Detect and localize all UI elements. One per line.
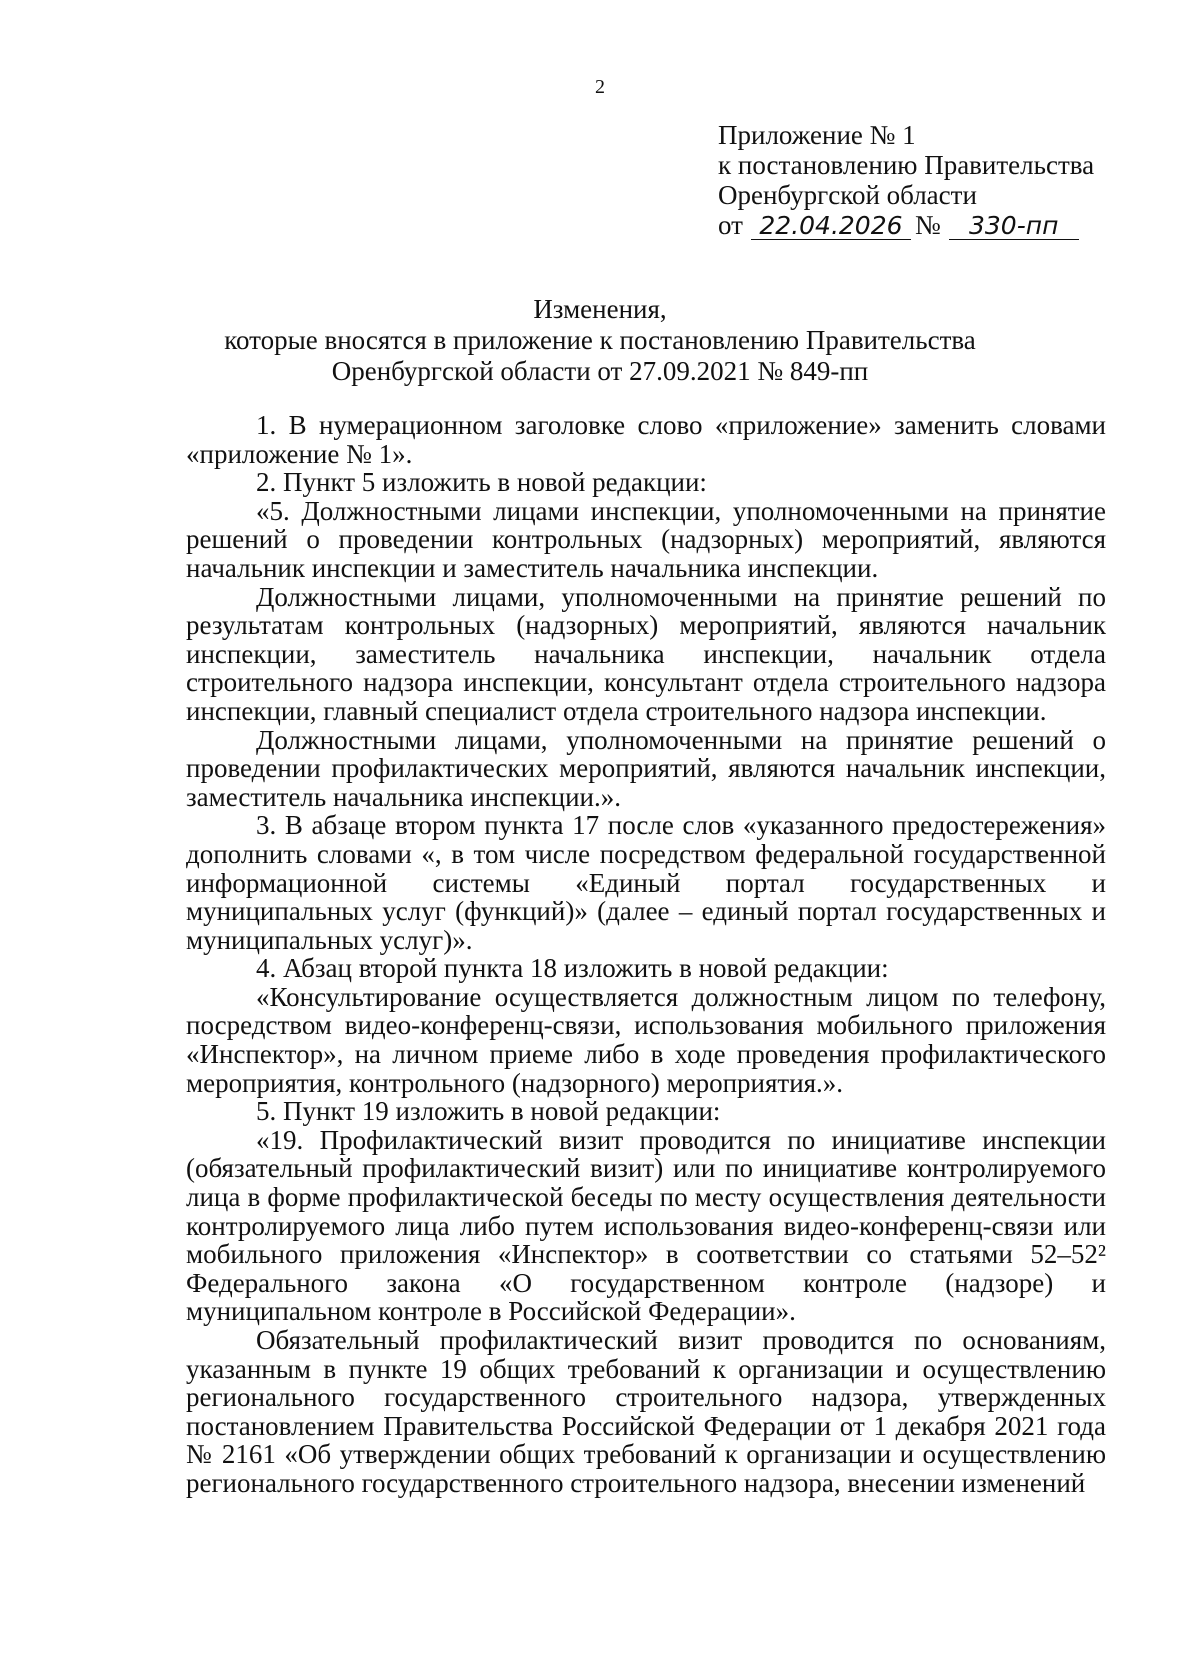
paragraph-11: Обязательный профилактический визит проводится по основаниям, указанным в пункте 19 общих требований к организации и осуществлению регионального государственного строительного надзора, утвержденных постановлением Правительства Российской Федерации от 1 декабря 2021 года № 2161 «Об утверждении общих требований к организации и осуществлению регионального государственного строительного надзора, внесении изменений	[186, 1325, 1106, 1498]
paragraph-3: «5. Должностными лицами инспекции, уполномоченными на принятие решений о проведении контрольных (надзорных) мероприятий, являются начальник инспекции и заместитель начальника инспекции.	[186, 495, 1106, 583]
title-line-3: Оренбургской области от 27.09.2021 № 849-пп	[331, 356, 869, 386]
paragraph-2: 2. Пункт 5 изложить в новой редакции:	[256, 467, 707, 498]
date-prefix: от	[718, 210, 743, 240]
title-line-1: Изменения,	[533, 294, 667, 324]
paragraph-8: «Консультирование осуществляется должностным лицом по телефону, посредством видео-конференц-связи, использования мобильного приложения «Инспектор», на личном приеме либо в ходе проведения профилактического мероприятия, контрольного (надзорного) мероприятия.».	[186, 981, 1106, 1098]
page-number: 2	[595, 76, 605, 98]
number-field: 330-пп	[949, 213, 1079, 240]
appendix-line-3: Оренбургской области	[718, 180, 977, 210]
paragraph-1: 1. В нумерационном заголовке слово «приложение» заменить словами «приложение № 1».	[186, 410, 1106, 469]
title-line-2: которые вносятся в приложение к постановлению Правительства	[224, 325, 976, 355]
paragraph-4: Должностными лицами, уполномоченными на принятие решений по результатам контрольных (надзорных) мероприятий, являются начальник инспекции, заместитель начальника инспекции, начальник отдела строительного надзора инспекции, консультант отдела строительного надзора инспекции, главный специалист отдела строительного надзора инспекции.	[186, 581, 1106, 726]
document-body	[186, 411, 1106, 1498]
number-prefix: №	[914, 210, 941, 240]
appendix-header	[718, 120, 1158, 240]
appendix-line-1: Приложение № 1	[718, 120, 916, 150]
paragraph-6: 3. В абзаце втором пункта 17 после слов «указанного предостережения» дополнить словами «, в том числе посредством федеральной государственной информационной системы «Единый портал государственных и муниципальных услуг (функций)» (далее – единый портал государственных и муниципальных услуг)».	[186, 810, 1106, 955]
paragraph-7: 4. Абзац второй пункта 18 изложить в новой редакции:	[256, 953, 889, 984]
appendix-line-2: к постановлению Правительства	[718, 150, 1095, 180]
document-title	[0, 294, 1200, 387]
date-field: 22.04.2026	[751, 213, 911, 240]
paragraph-9: 5. Пункт 19 изложить в новой редакции:	[256, 1096, 721, 1127]
paragraph-5: Должностными лицами, уполномоченными на принятие решений о проведении профилактических мероприятий, являются начальник инспекции, заместитель начальника инспекции.».	[186, 724, 1106, 812]
paragraph-10: «19. Профилактический визит проводится по инициативе инспекции (обязательный профилактический визит) или по инициативе контролируемого лица в форме профилактической беседы по месту осуществления деятельности контролируемого лица либо путем использования видео-конференц-связи или мобильного приложения «Инспектор» в соответствии со статьями 52–52² Федерального закона «О государственном контроле (надзоре) и муниципальном контроле в Российской Федерации».	[186, 1124, 1106, 1327]
appendix-date-line	[718, 210, 1158, 240]
